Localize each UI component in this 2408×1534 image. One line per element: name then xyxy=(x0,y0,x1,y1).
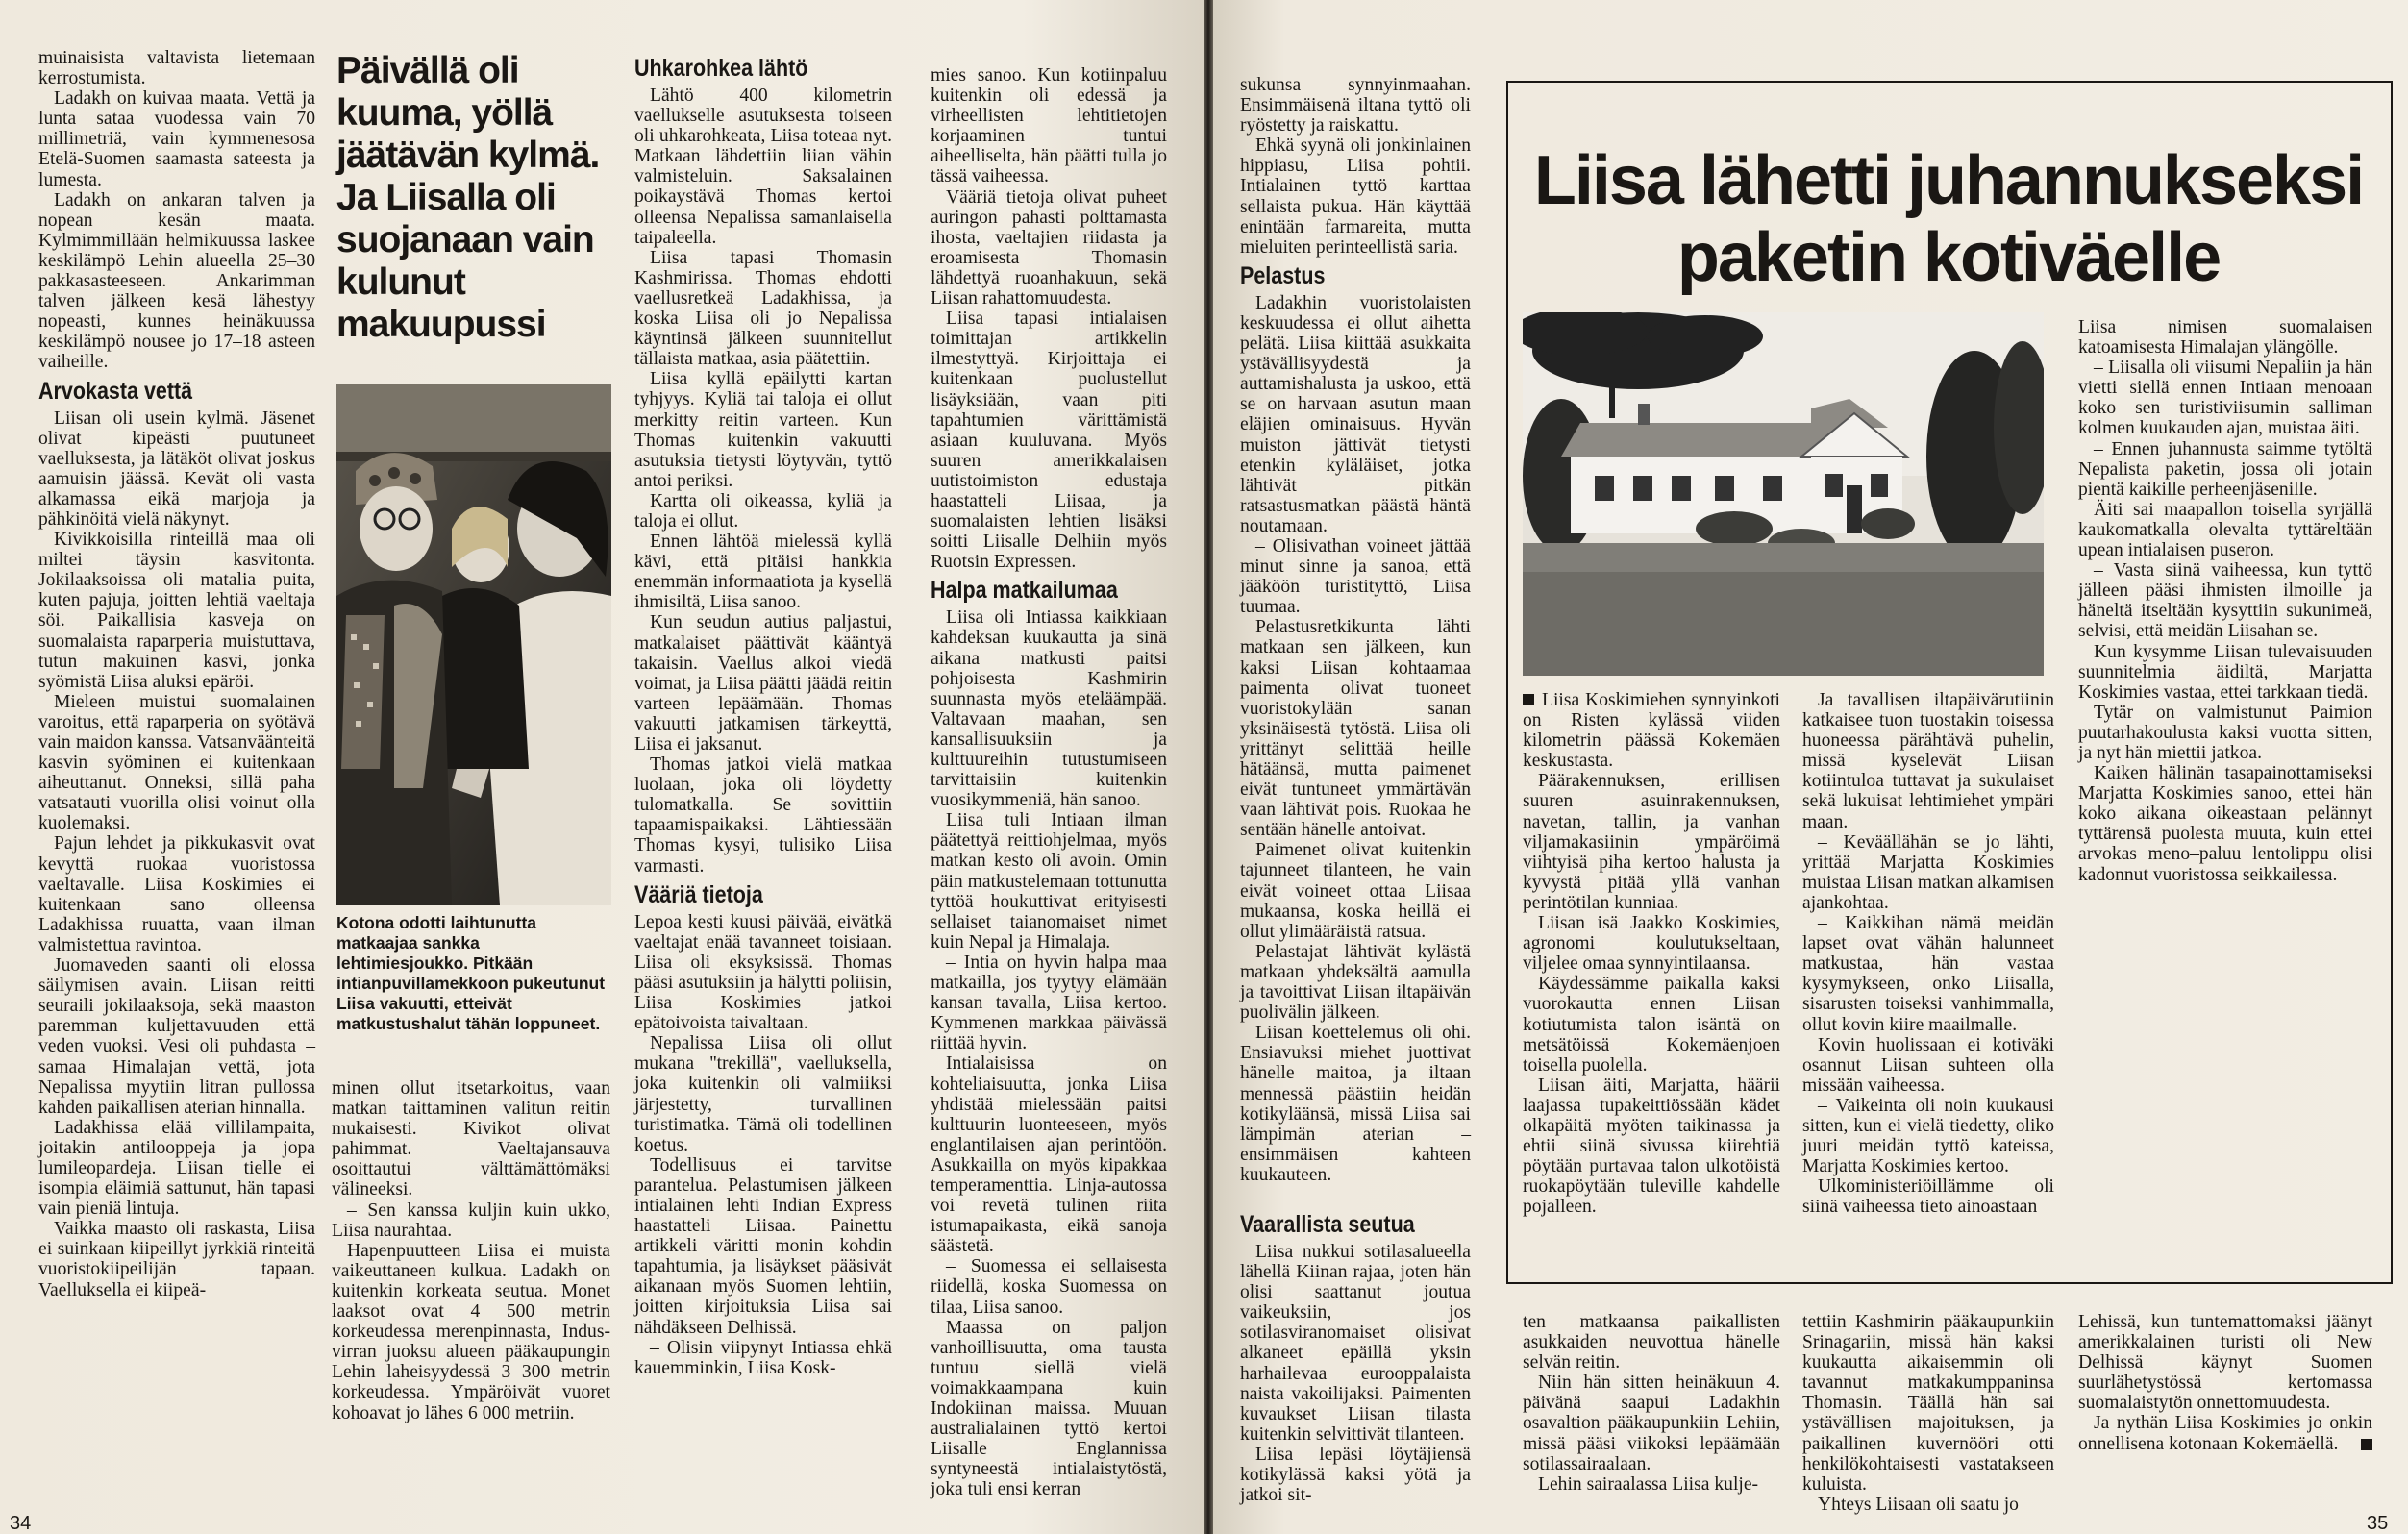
paragraph: Kartta oli oikeassa, kyliä ja taloja ei ollut. xyxy=(634,490,892,532)
paragraph: Lähtö 400 kilometrin vaellukselle asutuksesta toiseen oli uhkarohkeata, Liisa toteaa nyt. Matkaan lähdettiin liian vähin valmisteluin. Saksalainen poikaystävä Thomas kertoi olleensa Nepalissa samanlaisella taipaleella. xyxy=(634,86,892,248)
col8-paragraphs xyxy=(2078,317,2372,885)
paragraph: Ja tavallisen iltapäivärutiinin katkaisee tuon tuostakin toisessa huoneessa pärähtävä puhelin, missä kyselevät Liisan kotiintuloa tuttavat ja sukulaiset sekä lukuisat lehtimiehet ympäri maan. xyxy=(1802,690,2054,832)
paragraph: Liisan isä Jaakko Koskimies, agronomi koulutukseltaan, viljelee omaa synnyintilaansa. xyxy=(1523,913,1780,975)
paragraph: – Olisin viipynyt Intiassa ehkä kauemminkin, Liisa Kosk- xyxy=(634,1337,892,1378)
col2b-paragraphs xyxy=(332,1078,610,1423)
col1b-paragraphs xyxy=(38,408,315,1300)
subheading-vaaria-tietoja: Vääriä tietoja xyxy=(634,880,763,908)
paragraph: Nepalissa Liisa oli ollut mukana ''trekillä'', vaelluksella, joka kuitenkin oli valmiiksi järjestetty, turvallinen turistimatka. Tämä oli todellinen koetus. xyxy=(634,1033,892,1155)
paragraph: Kun kysymme Liisan tulevaisuuden suunnitelmia äidiltä, Marjatta Koskimies vastaa, ettei tarkkaan tiedä. xyxy=(2078,641,2372,703)
paragraph: Todellisuus ei tarvitse parantelua. Pelastumisen jälkeen intialainen lehti Indian Express haastatteli Liisaa. Painettu artikkeli väritti monin kohdin tapahtumia, ja lisäykset pääsivät aikanaan myös Suomen lehtiin, joitten kirjoituksia Liisa sai nähdäkseen Delhissä. xyxy=(634,1154,892,1338)
end-square-icon xyxy=(2361,1439,2372,1450)
paragraph: muinaisista valtavista lietemaan kerrostumista. xyxy=(38,48,315,89)
column-1 xyxy=(38,48,315,1300)
col3b-paragraphs xyxy=(634,912,892,1378)
subheading-vaarallista-seutua: Vaarallista seutua xyxy=(1240,1210,1415,1238)
paragraph: – Sen kanssa kuljin kuin ukko, Liisa naurahtaa. xyxy=(332,1200,610,1241)
paragraph: Liisan koettelemus oli ohi. Ensiavuksi miehet juottivat hänelle maitoa, ja iltaan mennessä päästiin heidän kotikyläänsä, missä Liisa sai lämpimän aterian – ensimmäisen kahteen kuukauteen. xyxy=(1240,1023,1471,1185)
subheading-uhkarohkea-lahto: Uhkarohkea lähtö xyxy=(634,55,808,82)
col5c-paragraphs xyxy=(1240,1242,1471,1505)
paragraph: Ehkä syynä oli jonkinlainen hippiasu, Liisa pohtii. Intialainen tyttö karttaa sellaista pukua. Hän käyttää enintään farmareita, mutta mieluiten perinteellistä saria. xyxy=(1240,136,1471,258)
paragraph: sukunsa synnyinmaahan. Ensimmäisenä iltana tyttö oli ryöstetty ja raiskattu. xyxy=(1240,75,1471,136)
subheading-pelastus: Pelastus xyxy=(1240,261,1326,289)
right-page xyxy=(1213,0,2408,1534)
paragraph: minen ollut itsetarkoitus, vaan matkan taittaminen valitun reitin mukaisesti. Kivikot olivat pahimmat. Vaeltajansauva osoittautui välttämättömäksi välineeksi. xyxy=(332,1078,610,1200)
house-caption-column-2 xyxy=(1802,690,2054,1217)
paragraph: – Vaikeinta oli noin kuukausi sitten, kun ei vielä tiedetty, oliko juuri meidän tyttö kateissa, Marjatta Koskimies kertoo. xyxy=(1802,1095,2054,1177)
paragraph: Tytär on valmistunut Paimion puutarhakoulusta kaksi vuotta sitten, ja nyt hän miettii jatkoa. xyxy=(2078,702,2372,763)
paragraph: Liisa tuli Intiaan ilman päätettyä reittiohjelmaa, myös matkan kesto oli avoin. Omin päin matkustelemaan tottunutta tyttöä houkuttivat erityisesti sellaiset taianomaiset nimet kuin Nepal ja Himalaja. xyxy=(931,810,1167,953)
paragraph: Ulkoministeriöillämme oli siinä vaiheessa tieto ainoastaan xyxy=(1802,1176,2054,1218)
paragraph: Käydessämme paikalla kaksi vuorokautta ennen Liisan kotiutumista talon isäntä on metsätöissä Kokemäenjoen toisella puolella. xyxy=(1523,974,1780,1076)
paragraph: Ennen lähtöä mielessä kyllä kävi, että pitäisi hankkia enemmän informaatiota ja kysellä ihmisiltä, Liisa sanoo. xyxy=(634,532,892,613)
paragraph: Hapenpuutteen Liisa ei muista vaikeuttaneen kulkua. Ladakh on kuitenkin korkeata seutua. Monet laaksot ovat 4 500 metrin korkeudessa merenpinnasta, Indus-virran juoksu alueen pääkaupungin Lehin laheisyydessä 3 300 metrin korkeudessa. Ympäröivät vuoret kohoavat jo lähes 6 000 metriin. xyxy=(332,1240,610,1423)
column-6-bottom xyxy=(1523,1312,1780,1495)
paragraph: – Ennen juhannusta saimme tytöltä Nepalista paketin, jossa oli jotain pientä kaikille perheenjäsenille. xyxy=(2078,438,2372,500)
paragraph: Liisan oli usein kylmä. Jäsenet olivat kipeästi puutuneet vaelluksesta, ja lätäköt olivat joskus aamuisin jäässä. Kevät oli vasta alkamassa eikä marjoja ja pähkinöitä vielä näkynyt. xyxy=(38,408,315,530)
paragraph: Thomas jatkoi vielä matkaa luolaan, joka oli löydetty tulomatkalla. Se sovittiin tapaamispaikaksi. Lähtiessään Thomas kysyi, tulisiko Liisa varmasti. xyxy=(634,755,892,877)
col3-paragraphs xyxy=(634,86,892,877)
paragraph: Pajun lehdet ja pikkukasvit ovat kevyttä ruokaa vuoristossa vaeltavalle. Liisa Koskimies ei kuitenkaan sano olleensa Ladakhissa ruuatta, vaan ilman valmistettua ravintoa. xyxy=(38,833,315,955)
article-title: Liisa lähetti juhannukseksi paketin kotiväelle xyxy=(1533,142,2364,296)
paragraph: Liisa tapasi Thomasin Kashmirissa. Thomas ehdotti vaellusretkeä Ladakhissa, ja koska Liisa oli jo Nepalissa käyntinsä jälkeen suunnitellut tällaista matkaa, asia päätettiin. xyxy=(634,247,892,370)
house-caption-column xyxy=(1523,690,1780,1217)
paragraph: – Liisalla oli viisumi Nepaliin ja hän vietti siellä ennen Intiaan menoaan koko sen turistiviisumin salliman kolmen kuukauden ajan, muistaa äiti. xyxy=(2078,358,2372,439)
col4b-paragraphs xyxy=(931,607,1167,1499)
col8-bottom-paragraphs xyxy=(2078,1312,2372,1454)
paragraph: Lehin sairaalassa Liisa kulje- xyxy=(1538,1473,1759,1495)
col4-paragraphs xyxy=(931,65,1167,572)
subheading-arvokasta-vetta: Arvokasta vettä xyxy=(38,377,193,405)
page-number-right: 35 xyxy=(2367,1513,2389,1534)
paragraph: – Kaikkihan nämä meidän lapset ovat vähän halunneet matkustaa, hän vastaa kysymykseen, onko Liisalla, sisarusten toiseksi vanhimmalla, ollut kovin kiire maailmalle. xyxy=(1802,913,2054,1035)
paragraph: Liisa kyllä epäilytti kartan tyhjyys. Kyliä tai taloja ei ollut merkitty reitin varteen. Kun Thomas kuitenkin vakuutti asutuksia tietysti löytyvän, tyttö antoi periksi. xyxy=(634,369,892,491)
paragraph: Liisa lepäsi löytäjiensä kotikylässä kaksi yötä ja jatkoi sit- xyxy=(1240,1444,1471,1506)
farmhouse-svg xyxy=(1523,312,2044,676)
paragraph: Päärakennuksen, erillisen suuren asuinrakennuksen, navetan, tallin, ja vanhan viljamakasiinin ympäröimä viihtyisä piha kertoo halusta ja kyvystä pitää yllä vanhan perintötilan kunniaa. xyxy=(1523,771,1780,913)
col5-paragraphs xyxy=(1240,75,1471,258)
paragraph: Kivikkoisilla rinteillä maa oli miltei täysin kasvitonta. Jokilaaksoissa oli matalia puita, kuten pajuja, joitten lehtiä vaeltaja söi. Paikallisia kasveja on suomalaista raparperia muistuttava, tutun makuinen kasvi, jonka syömistä Liisa aluksi epäröi. xyxy=(38,530,315,692)
page-number-left: 34 xyxy=(10,1513,32,1534)
article-headline: Päivällä oli kuuma, yöllä jäätävän kylmä. Ja Liisalla oli suojanaan vain kulunut makuupussi xyxy=(336,50,600,345)
paragraph: Intialaisissa on kohteliaisuutta, jonka Liisa yhdistää mielessään paitsi kulttuurin luonteeseen, myös englantilaisen ajan perintöön. Asukkailla on myös kipakkaa temperamenttia. Linja-autossa voi revetä tulinen riita istumapaikasta, eikä sanoja säästetä. xyxy=(931,1053,1167,1257)
photo-caption: Kotona odotti laihtunutta matkaajaa sankka lehtimiesjoukko. Pitkään intianpuvillamekkoon pukeutunut Liisa vakuutti, etteivät matkustushalut tähän loppuneet. xyxy=(336,913,606,1033)
paragraph: Vaikka maasto oli raskasta, Liisa ei suinkaan kiipeillyt jyrkkiä rinteitä vuoristokiipeilijän tapaan. Vaelluksella ei kiipeä- xyxy=(38,1219,315,1300)
column-2-text xyxy=(332,1078,610,1423)
column-7-bottom xyxy=(1802,1312,2054,1515)
paragraph: Pelastajat lähtivät kylästä matkaan yhdeksältä aamulla ja tavoittivat Liisan iltapäivän puolivälin jälkeen. xyxy=(1240,941,1471,1024)
col7-bottom-paragraphs xyxy=(1802,1312,2054,1515)
bullet-square-icon xyxy=(1523,694,1534,705)
column-8-bottom xyxy=(2078,1312,2372,1454)
paragraph: Kovin huolissaan ei kotiväki osannut Liisan suhteen olla missään vaiheessa. xyxy=(1802,1034,2054,1096)
paragraph: Ladakh on ankaran talven ja nopean kesän maata. Kylmimmillään helmikuussa laskee keskilämpö Lehin alueella 25–30 pakkasasteeseen. Ankarimman talven jälkeen kesä lähestyy nopeasti, kunnes heinäkuussa keskilämpö nousee jo 17–18 asteen vaiheille. xyxy=(38,189,315,373)
three-women-photo xyxy=(336,384,611,905)
paragraph: Yhteys Liisaan oli saatu jo xyxy=(1818,1494,2019,1515)
subheading-halpa-matkailumaa: Halpa matkailumaa xyxy=(931,577,1118,605)
col6-bottom-paragraphs xyxy=(1523,1312,1780,1495)
column-4 xyxy=(931,65,1167,1499)
paragraph: – Olisivathan voineet jättää minut sinne ja sanoa, että jääköön turistityttö, Liisa tuumaa. xyxy=(1240,535,1471,618)
paragraph: Ladakhissa elää villilampaita, joitakin antilooppeja ja jopa lumileopardeja. Liisan tielle ei isompia eläimiä sattunut, hän tapasi vain pieniä lintuja. xyxy=(38,1117,315,1220)
paragraph: Mieleen muistui suomalainen varoitus, että raparperia on syötävä vain maidon kanssa. Vatsanväänteitä kasvin syöminen ei kuitenkaan aiheuttanut. Onneksi, sillä paha vatsatauti vuorilla olisi voinut olla kuolemaksi. xyxy=(38,691,315,834)
paragraph: – Vasta siinä vaiheessa, kun tyttö jälleen pääsi ihmisten ilmoille ja häneltä itseltään kysyttiin sukunimeä, selvisi, että meidän Liisahan se. xyxy=(2078,560,2372,642)
paragraph: – Suomessa ei sellaisesta riidellä, koska Suomessa on tilaa, Liisa sanoo. xyxy=(931,1256,1167,1318)
paragraph: Liisa tapasi intialaisen toimittajan artikkelin ilmestyttyä. Kirjoittaja ei kuitenkaan puolustellut lisäyksiään, vaan piti tapahtumien värittämistä asiaan kuuluvana. Myös suuren amerikkalaisen uutistoimiston edustaja haastatteli Liisaa, ja suomalaisten lehtien lisäksi soitti Liisalle Delhiin myös Ruotsin Expressen. xyxy=(931,309,1167,573)
paragraph: Liisan äiti, Marjatta, häärii laajassa tupakeittiössään kädet olkapäitä myöten taikinassa ja ehtii siinä sivussa kiirehtiä pöytään purtavaa talon ulkotöistä ruokapöytään tuleville kahdelle pojalleen. xyxy=(1523,1075,1780,1218)
paragraph: Liisa oli Intiassa kaikkiaan kahdeksan kuukautta ja sinä aikana matkusti paitsi pohjoisesta Kashmirin suunnasta myös eteläämpää. Valtavaan maahan, sen kansallisuuksiin ja kulttuureihin tutustumiseen tarvittaisiin kuitenkin vuosikymmeniä, hän sanoo. xyxy=(931,607,1167,811)
col1-paragraphs xyxy=(38,48,315,373)
paragraph: Liisa Koskimiehen synnyinkoti on Risten kylässä viiden kilometrin päässä Kokemäen keskustasta. xyxy=(1523,690,1780,772)
paragraph: Maassa on paljon vanhoillisuutta, oma tausta tuntuu siellä vielä voimakkaampana kuin Indokiinan maissa. Muuan australialainen tyttö kertoi Liisalle Englannissa syntyneestä intialaistytöstä, joka tuli ensi kerran xyxy=(931,1317,1167,1500)
paragraph: Niin hän sitten heinäkuun 4. päivänä saapui Ladakhin osavaltion pääkaupunkiin Lehiin, missä pääsi viikoksi lepäämään sotilassairaalaan. xyxy=(1523,1373,1780,1474)
paragraph: Ja nythän Liisa Koskimies jo onkin onnellisena kotonaan Kokemäellä. xyxy=(2078,1413,2372,1454)
paragraph: Pelastusretkikunta lähti matkaan sen jälkeen, kun kaksi Liisan kohtaamaa paimenta olivat tuoneet vuoristokylään sanan yksinäisestä tytöstä. Liisa oli yrittänyt selittää heille hätäänsä, mutta paimenet eivät tuntuneet ymmärtävän vaan lähtivät pois. Ruokaa he sentään hänelle antoivat. xyxy=(1240,617,1471,841)
paragraph: – Keväällähän se jo lähti, yrittää Marjatta Koskimies muistaa Liisan matkan alkamisen ajankohtaa. xyxy=(1802,831,2054,913)
col5b-paragraphs xyxy=(1240,293,1471,1185)
paragraph: Kun seudun autius paljastui, matkalaiset päättivät kääntyä takaisin. Vaellus alkoi viedä voimat, ja Liisa päätti jäädä reitin varteen lepäämään. Thomas vakuutti jatkamisen tärkeyttä, Liisa ei jaksanut. xyxy=(634,612,892,755)
paragraph: Ladakhin vuoristolaisten keskuudessa ei ollut aihetta pelätä. Liisa kiittää asukkaita ystävällisyydestä ja auttamishalusta ja uskoo, että se on harvaan asutun maan eläjien ominaisuus. Hyvän muiston jättivät tietysti etenkin kyläläiset, jotka lähtivät pitkän ratsastusmatkan päästä häntä noutamaan. xyxy=(1240,292,1471,536)
paragraph: Liisa nimisen suomalaisen katoamisesta Himalajan ylängölle. xyxy=(2078,317,2372,359)
column-8 xyxy=(2078,317,2372,885)
paragraph: mies sanoo. Kun kotiinpaluu kuitenkin oli edessä ja virheellisten lehtitietojen korjaaminen tuntui aiheelliselta, hän päätti tulla jo tässä vaiheessa. xyxy=(931,65,1167,187)
column-5 xyxy=(1240,75,1471,1505)
column-3 xyxy=(634,54,892,1378)
paragraph: tettiin Kashmirin pääkaupunkiin Srinagariin, missä hän kaksi kuukautta aikaisemmin oli tavannut matkakumppaninsa Thomasin. Täällä hän sai ystävällisen majoituksen, ja paikallinen kuvernööri otti henkilökohtaisesti vastatakseen kuluista. xyxy=(1802,1312,2054,1495)
paragraph: Juomaveden saanti oli elossa säilymisen avain. Liisan reitti seuraili jokilaaksoja, sekä maaston paremman kuljettavuuden että veden vuoksi. Vesi oli puhdasta – samaa Himalajan vettä, jota Nepalissa myytiin litran pullossa kahden paikallisen aterian hinnalla. xyxy=(38,955,315,1118)
photo-svg xyxy=(336,384,611,905)
paragraph: Kaiken hälinän tasapainottamiseksi Marjatta Koskimies sanoo, ettei hän koko aikana oikeastaan pelännyt tyttärensä puolesta muuta, kuin ettei arvokas meno–paluu lentolippu olisi kadonnut vuoristossa seikkailessa. xyxy=(2078,763,2372,885)
paragraph: Lepoa kesti kuusi päivää, eivätkä vaeltajat enää tavanneet toisiaan. Liisa oli eksyksissä. Thomas pääsi asutuksiin ja hälytti poliisin, Liisa Koskimies jatkoi epätoivoista taivaltaan. xyxy=(634,911,892,1034)
spine-gutter xyxy=(1204,0,1213,1534)
paragraph: Ladakh on kuivaa maata. Vettä ja lunta sataa vuodessa vain 70 millimetriä, vain kymmenesosa Etelä-Suomen saamasta sateesta ja lumesta. xyxy=(38,88,315,190)
paragraph: Liisa nukkui sotilasalueella lähellä Kiinan rajaa, joten hän olisi saattanut joutua vaikeuksiin, jos sotilasviranomaiset olisivat alkaneet epäillä yksin harhailevaa eurooppalaista naista vakoilijaksi. Paimenten kuvaukset Liisan tilasta kuitenkin selvittivät tilanteen. xyxy=(1240,1241,1471,1445)
paragraph: Äiti sai maapallon toisella syrjällä kaukomatkalla olevalta tyttäreltään upean intialaisen puseron. xyxy=(2078,499,2372,561)
farmhouse-photo xyxy=(1523,312,2044,676)
house-caption2-paragraphs xyxy=(1802,690,2054,1217)
paragraph: – Intia on hyvin halpa maa matkailla, jos tyytyy elämään kansan tavalla, Liisa kertoo. Kymmenen markkaa päivässä riittää hyvin. xyxy=(931,952,1167,1054)
paragraph: Paimenet olivat kuitenkin tajunneet tilanteen, he vain eivät voineet ottaa Liisaa mukaansa, koska heillä ei ollut ylimääräistä ratsua. xyxy=(1240,840,1471,942)
house-caption-paragraphs xyxy=(1523,690,1780,1217)
paragraph: ten matkaansa paikallisten asukkaiden neuvottua hänelle selvän reitin. xyxy=(1523,1312,1780,1373)
paragraph: Vääriä tietoja olivat puheet auringon pahasti polttamasta ihosta, vaeltajien riidasta ja eroamisesta Thomasin lähdettyä ruoanhakuun, sekä Liisan rahattomuudesta. xyxy=(931,186,1167,309)
paragraph: Lehissä, kun tuntemattomaksi jäänyt amerikkalainen turisti oli New Delhissä käynyt Suomen suurlähetystössä kertomassa suomalaistytön onnettomuudesta. xyxy=(2078,1312,2372,1414)
